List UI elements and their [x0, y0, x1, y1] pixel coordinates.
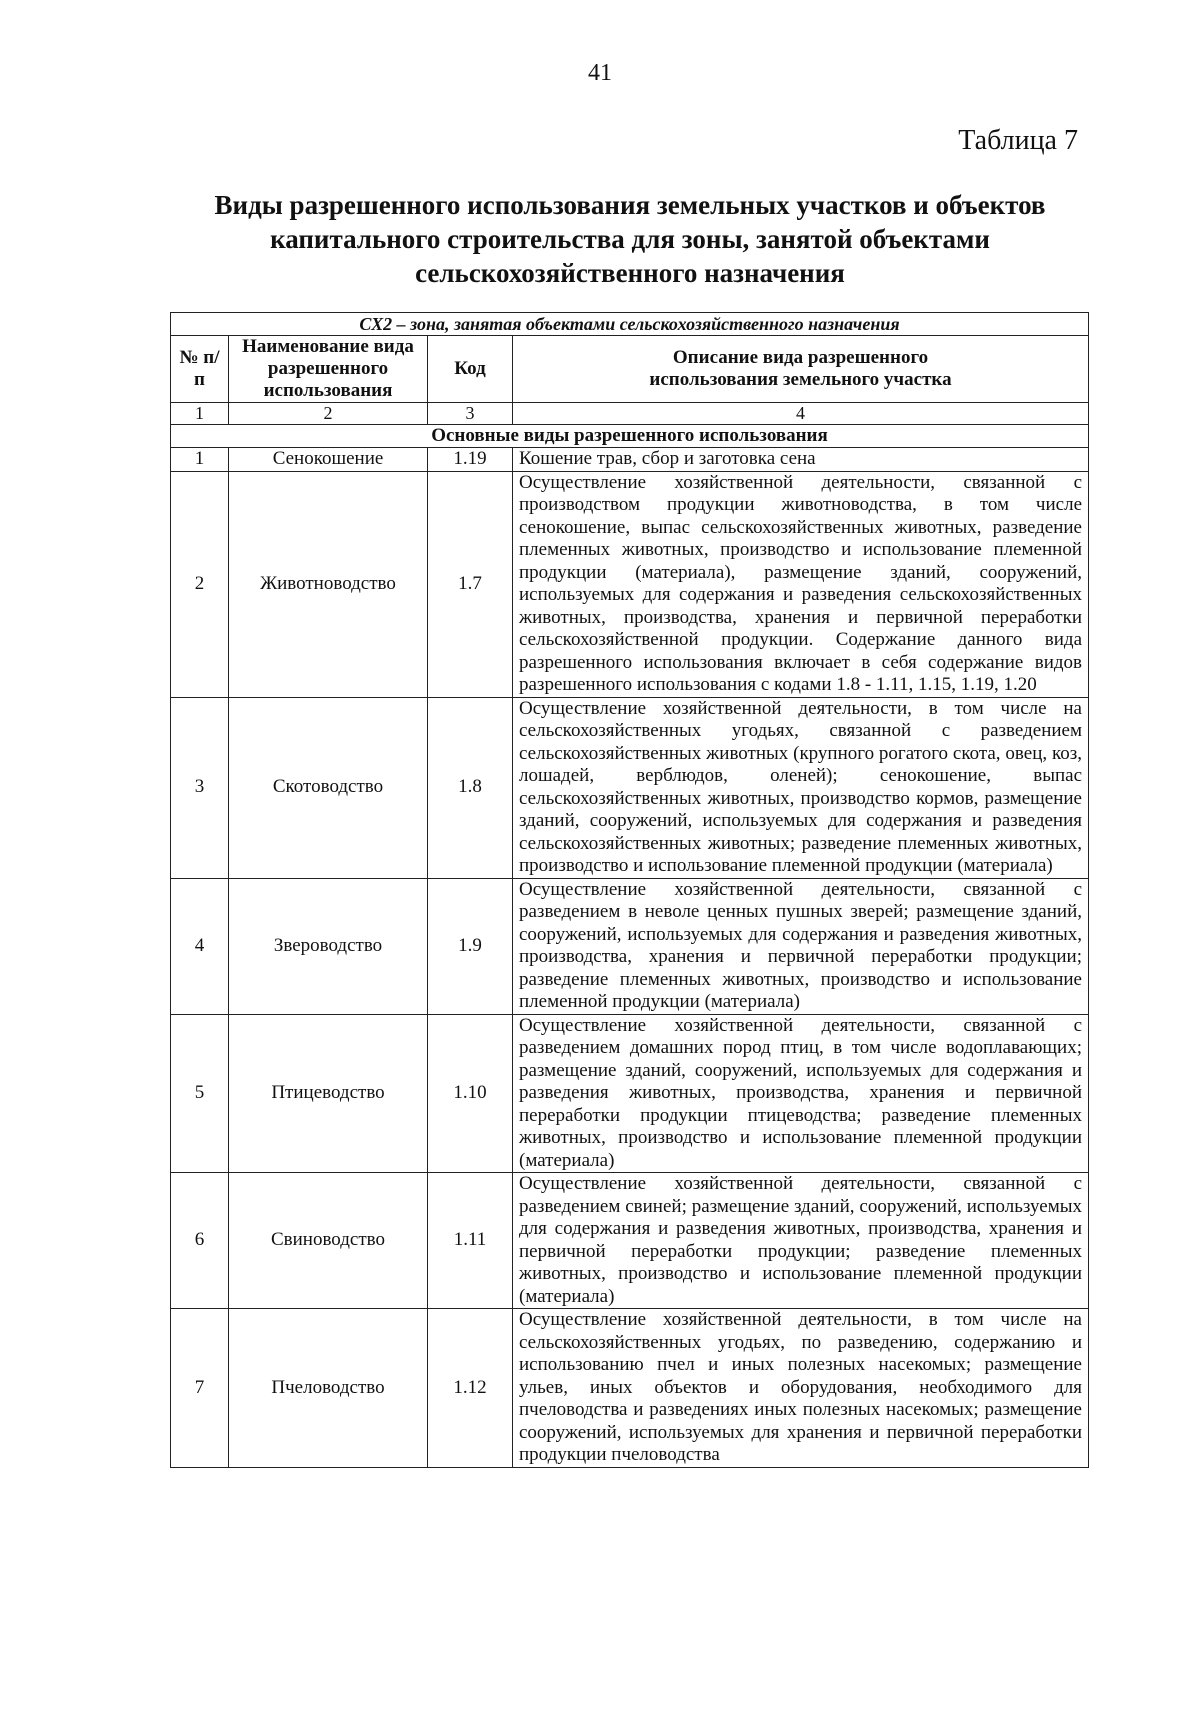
table-row — [171, 1309, 1089, 1468]
column-number: 3 — [428, 403, 513, 425]
row-num: 2 — [171, 471, 229, 697]
row-num: 4 — [171, 878, 229, 1014]
document-title: Виды разрешенного использования земельных участков и объектов капитального строительства для зоны, занятой объектами сельскохозяйственного назначения — [214, 190, 1046, 288]
column-header-row — [171, 336, 1089, 403]
table-label: Таблица 7 — [958, 125, 1078, 156]
table-row — [171, 697, 1089, 878]
table-row — [171, 448, 1089, 472]
row-code: 1.10 — [428, 1014, 513, 1173]
column-number-row — [171, 403, 1089, 425]
row-desc: Осуществление хозяйственной деятельности, связанной с производством продукции животноводства, в том числе сенокошение, выпас сельскохозяйственных животных, разведение племенных животных, производство и использование племенной продукции (материала), размещение зданий, сооружений, используемых для содержания и разведения сельскохозяйственных животных, производства, хранения и первичной переработки сельскохозяйственной продукции. Содержание данного вида разрешенного использования включает в себя содержание видов разрешенного использования с кодами 1.8 - 1.11, 1.15, 1.19, 1.20 — [513, 471, 1089, 697]
row-code: 1.19 — [428, 448, 513, 472]
row-name: Скотоводство — [229, 697, 428, 878]
row-desc: Осуществление хозяйственной деятельности, связанной с разведением домашних пород птиц, в том числе водоплавающих; размещение зданий, сооружений, используемых для содержания и разведения животных, производства, хранения и первичной переработки продукции птицеводства; разведение племенных животных, производство и использование племенной продукции (материала) — [513, 1014, 1089, 1173]
column-number: 4 — [513, 403, 1089, 425]
table-row — [171, 471, 1089, 697]
table-row — [171, 1014, 1089, 1173]
row-name: Животноводство — [229, 471, 428, 697]
row-desc: Осуществление хозяйственной деятельности, связанной с разведением в неволе ценных пушных зверей; размещение зданий, сооружений, используемых для содержания и разведения животных, производства, хранения и первичной переработки продукции; разведение племенных животных, производство и использование племенной продукции (материала) — [513, 878, 1089, 1014]
column-number: 2 — [229, 403, 428, 425]
row-desc: Осуществление хозяйственной деятельности, в том числе на сельскохозяйственных угодьях, связанной с разведением сельскохозяйственных животных (крупного рогатого скота, овец, коз, лошадей, верблюдов, оленей); сенокошение, выпас сельскохозяйственных животных, производство кормов, размещение зданий, сооружений, используемых для содержания и разведения сельскохозяйственных животных; разведение племенных животных, производство и использование племенной продукции (материала) — [513, 697, 1089, 878]
row-code: 1.9 — [428, 878, 513, 1014]
row-name: Свиноводство — [229, 1173, 428, 1309]
column-header-num: № п/п — [171, 336, 229, 403]
land-use-table — [170, 312, 1089, 1468]
row-desc: Осуществление хозяйственной деятельности, в том числе на сельскохозяйственных угодьях, по разведению, содержанию и использованию пчел и иных полезных насекомых; размещение ульев, иных объектов и оборудования, необходимого для пчеловодства и разведениях иных полезных насекомых; размещение сооружений, используемых для хранения и первичной переработки продукции пчеловодства — [513, 1309, 1089, 1468]
row-num: 1 — [171, 448, 229, 472]
row-desc: Кошение трав, сбор и заготовка сена — [513, 448, 1089, 472]
table-row — [171, 878, 1089, 1014]
row-code: 1.12 — [428, 1309, 513, 1468]
column-header-name: Наименование вида разрешенного использования — [229, 336, 428, 403]
row-num: 5 — [171, 1014, 229, 1173]
column-header-desc: Описание вида разрешенного использования земельного участка — [513, 336, 1089, 403]
zone-header: СХ2 – зона, занятая объектами сельскохозяйственного назначения — [171, 313, 1089, 336]
row-name: Сенокошение — [229, 448, 428, 472]
zone-header-row — [171, 313, 1089, 336]
column-number: 1 — [171, 403, 229, 425]
table-row — [171, 1173, 1089, 1309]
row-code: 1.8 — [428, 697, 513, 878]
row-name: Пчеловодство — [229, 1309, 428, 1468]
section-row — [171, 425, 1089, 448]
section-title: Основные виды разрешенного использования — [171, 425, 1089, 448]
row-code: 1.7 — [428, 471, 513, 697]
row-desc: Осуществление хозяйственной деятельности, связанной с разведением свиней; размещение зданий, сооружений, используемых для содержания и разведения животных, производства, хранения и первичной переработки продукции; разведение племенных животных, производство и использование племенной продукции (материала) — [513, 1173, 1089, 1309]
row-num: 6 — [171, 1173, 229, 1309]
row-name: Птицеводство — [229, 1014, 428, 1173]
row-num: 3 — [171, 697, 229, 878]
row-code: 1.11 — [428, 1173, 513, 1309]
column-header-code: Код — [428, 336, 513, 403]
page-number: 41 — [588, 60, 612, 86]
row-name: Звероводство — [229, 878, 428, 1014]
row-num: 7 — [171, 1309, 229, 1468]
